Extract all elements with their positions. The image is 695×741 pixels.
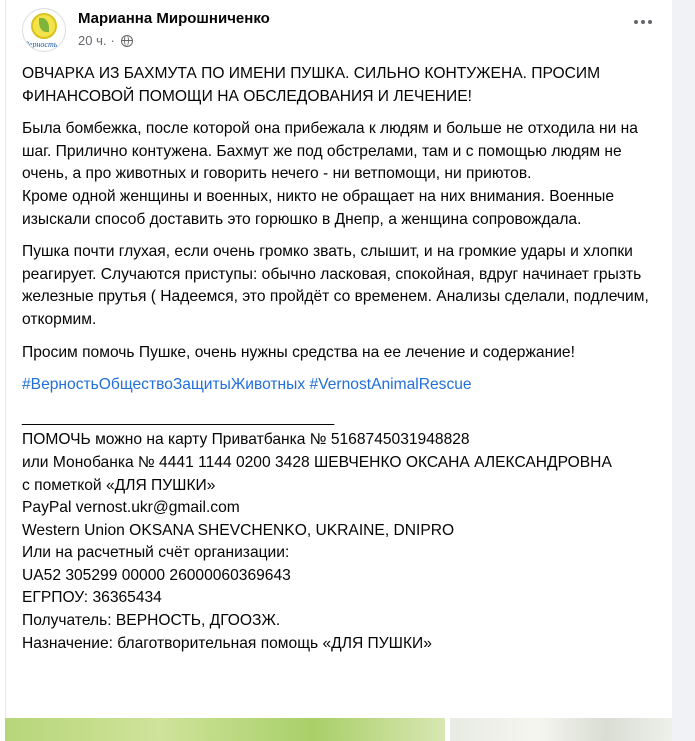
post-photo[interactable]	[5, 718, 445, 741]
more-options-button[interactable]	[625, 8, 661, 36]
avatar-logo-text: Верность	[24, 40, 58, 49]
more-dot-icon	[648, 20, 652, 24]
feed-background	[672, 0, 695, 741]
post-paragraph-2: Пушка почти глухая, если очень громко звать, слышит, и на громкие удары и хлопки реагирует. Случаются приступы: обычно ласковая, спокойная, вдруг начинает грызть железные прутья ( Надеемся, это пройдёт со временем. Анализы сделали, подлечим, откормим.	[22, 243, 649, 328]
post-photo[interactable]	[450, 718, 672, 741]
post-header	[22, 8, 662, 54]
hashtags	[22, 374, 662, 397]
post-paragraph-1b-text: Кроме одной женщины и военных, никто не обращает на них внимания. Военные изыскали способ доставить это горюшко в Днепр, а женщина сопровождала.	[22, 187, 615, 228]
meta-separator: ·	[110, 33, 115, 48]
post-body	[22, 63, 662, 655]
post-headline: ОВЧАРКА ИЗ БАХМУТА ПО ИМЕНИ ПУШКА. СИЛЬНО КОНТУЖЕНА. ПРОСИМ ФИНАНСОВОЙ ПОМОЩИ НА ОБСЛЕДОВАНИЯ И ЛЕЧЕНИЕ!	[22, 65, 601, 105]
payment-line: Или на расчетный счёт организации:	[22, 544, 290, 562]
post-photos	[5, 718, 672, 741]
payment-block	[22, 407, 662, 656]
payment-line: Назначение: благотворительная помощь «ДЛЯ ПУШКИ»	[22, 634, 432, 652]
post-card	[5, 0, 674, 741]
post-paragraph-3: Просим помочь Пушке, очень нужны средства на ее лечение и содержание!	[22, 343, 575, 361]
post-paragraph-1	[22, 118, 662, 231]
payment-line: UA52 305299 00000 26000060369643	[22, 566, 291, 584]
author-name[interactable]: Марианна Мирошниченко	[78, 10, 270, 27]
payment-line: с пометкой «ДЛЯ ПУШКИ»	[22, 476, 216, 494]
payment-line: ПОМОЧЬ можно на карту Приватбанка № 5168745031948828	[22, 431, 470, 449]
avatar[interactable]	[22, 8, 66, 52]
hashtag-link[interactable]: #VernostAnimalRescue	[309, 376, 472, 394]
hashtag-link[interactable]: #ВерностьОбществоЗащитыЖивотных	[22, 376, 306, 394]
globe-icon[interactable]	[121, 35, 133, 47]
payment-line: ЕГРПОУ: 36365434	[22, 589, 162, 607]
payment-line: PayPal vernost.ukr@gmail.com	[22, 499, 240, 517]
post-time[interactable]: 20 ч.	[78, 33, 107, 48]
post-meta	[78, 33, 133, 48]
more-dot-icon	[634, 20, 638, 24]
text-divider: ____________________________________	[22, 408, 335, 426]
more-dot-icon	[641, 20, 645, 24]
payment-line: Western Union OKSANA SHEVCHENKO, UKRAINE, DNIPRO	[22, 521, 455, 539]
payment-line: или Монобанка № 4441 1144 0200 3428 ШЕВЧЕНКО ОКСАНА АЛЕКСАНДРОВНА	[22, 453, 612, 471]
payment-line: Получатель: ВЕРНОСТЬ, ДГООЗЖ.	[22, 612, 281, 630]
post-paragraph-1-text: Была бомбежка, после которой она прибежала к людям и больше не отходила ни на шаг. Прилично контужена. Бахмут же под обстрелами, там и с помощью людям не очень, а про животных и говорить нечего - ни ветпомощи, ни приютов.	[22, 120, 638, 183]
